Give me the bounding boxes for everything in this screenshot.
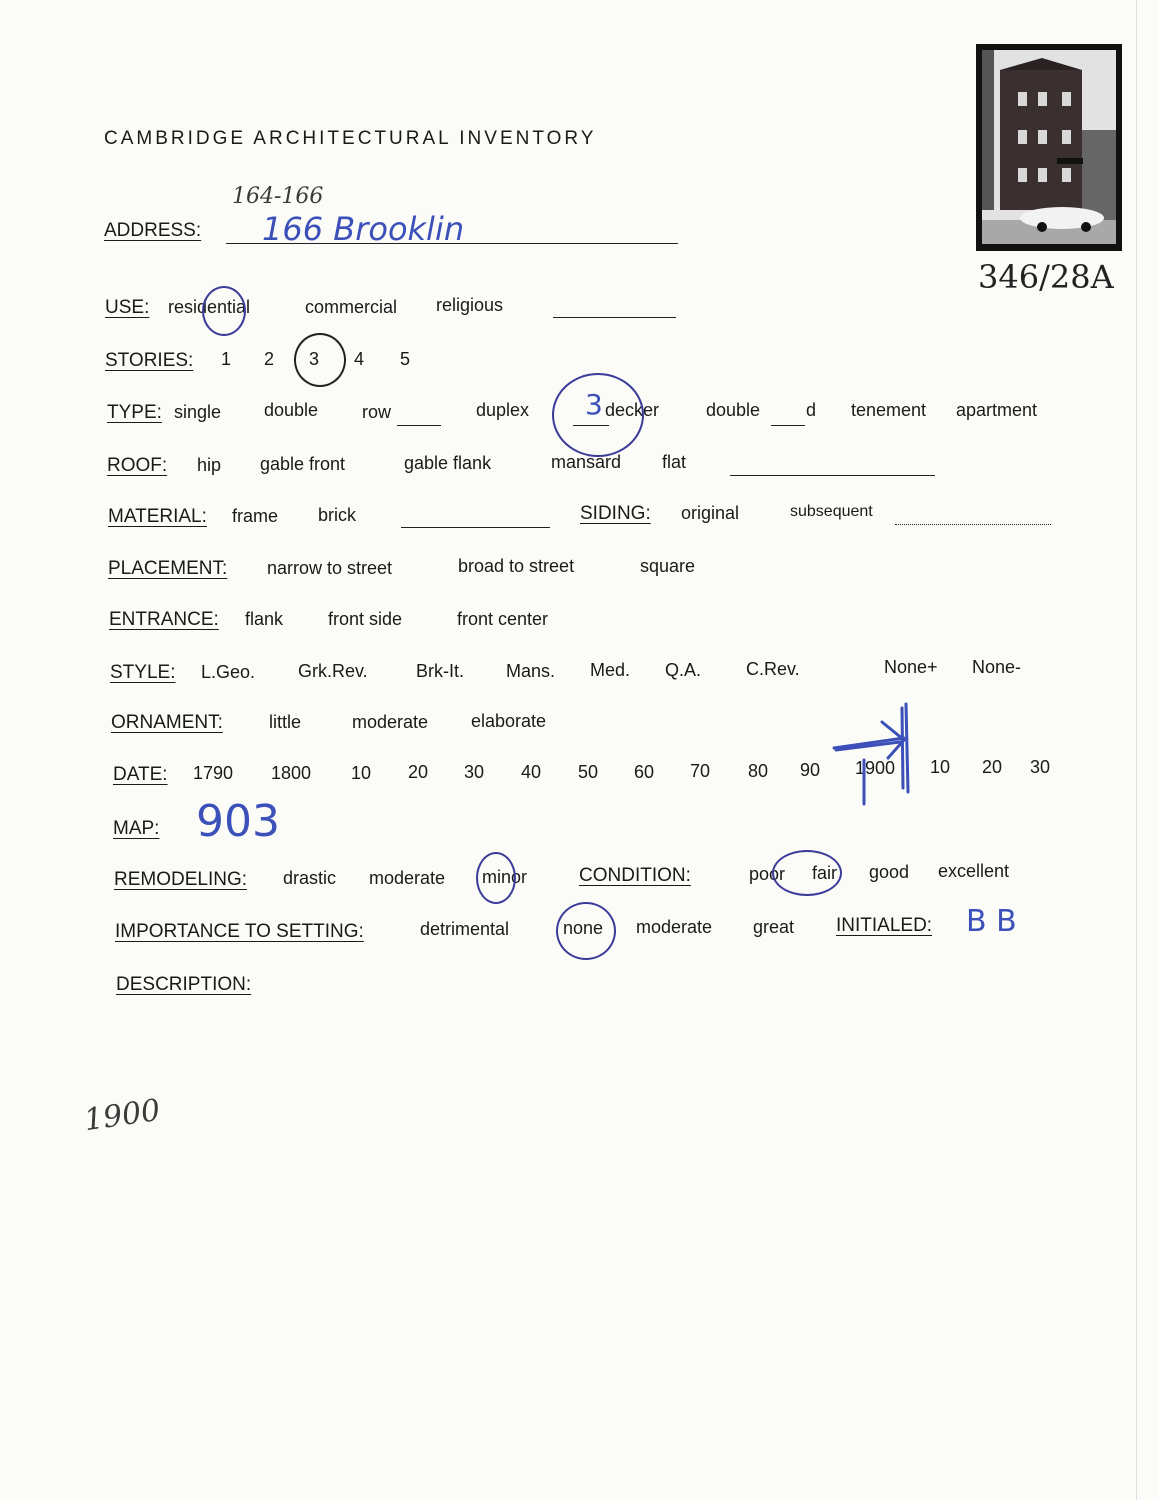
map-value: 903 [196,796,280,847]
stories-1: 1 [221,349,232,369]
date-1910: 10 [930,757,951,777]
roof-other-line [730,475,935,476]
date-30: 30 [464,762,485,782]
material-other-line [401,527,550,528]
stories-label: STORIES: [105,350,194,371]
roof-label: ROOF: [107,455,168,476]
roof-gable-flank: gable flank [404,453,492,473]
material-brick: brick [318,505,357,525]
type-single: single [174,402,222,422]
style-grkrev: Grk.Rev. [298,661,368,681]
address-label: ADDRESS: [104,220,202,241]
stories-3: 3 [309,349,320,369]
roof-gable-front: gable front [260,454,346,474]
type-d: d [806,400,817,420]
stories-5: 5 [400,349,411,369]
type-double-decker-line [771,425,805,426]
type-apartment: apartment [956,400,1038,420]
stories-2: 2 [264,349,275,369]
entrance-front-side: front side [328,609,403,629]
date-40: 40 [521,762,542,782]
date-1790: 1790 [193,763,234,783]
entrance-flank: flank [245,609,284,629]
siding-subsequent: subsequent [790,503,873,520]
date-90: 90 [800,760,821,780]
type-double-decker: double [706,400,761,420]
importance-great: great [753,917,795,937]
date-1930: 30 [1030,757,1051,777]
type-double: double [264,400,319,420]
placement-narrow: narrow to street [267,558,393,578]
date-1900: 1900 [855,758,896,778]
photo-reference: 346/28A [978,258,1114,296]
type-decker-value: 3 [585,388,603,421]
address-value: 166 Brooklin [262,210,465,248]
description-label: DESCRIPTION: [116,974,252,995]
remodeling-drastic: drastic [283,868,337,888]
use-religious: religious [436,295,504,315]
placement-label: PLACEMENT: [108,558,228,579]
use-selection-circle [202,286,246,336]
date-20: 20 [408,762,429,782]
placement-broad: broad to street [458,556,575,576]
address-number-range: 164-166 [232,184,324,209]
ornament-elaborate: elaborate [471,711,547,731]
condition-good: good [869,862,910,882]
date-80: 80 [748,761,769,781]
entrance-front-center: front center [457,609,549,629]
remodeling-selection-circle [476,852,516,904]
use-residential: residential [168,297,251,317]
type-selection-circle [552,373,644,457]
remodeling-minor: minor [482,867,528,887]
style-qa: Q.A. [665,660,702,680]
type-duplex: duplex [476,400,530,420]
roof-flat: flat [662,452,687,472]
page-title: CAMBRIDGE ARCHITECTURAL INVENTORY [104,128,597,149]
condition-poor: poor [749,864,786,884]
material-label: MATERIAL: [108,506,207,527]
date-1800: 1800 [271,763,312,783]
importance-moderate: moderate [636,917,713,937]
date-10: 10 [351,763,372,783]
date-60: 60 [634,762,655,782]
remodeling-label: REMODELING: [114,869,248,890]
style-lgeo: L.Geo. [201,662,256,682]
date-arrow-mark [830,700,920,812]
use-commercial: commercial [305,297,398,317]
use-label: USE: [105,297,150,318]
style-none-minus: None- [972,657,1022,677]
building-photo [976,44,1122,251]
stories-selection-circle [294,333,346,387]
type-row: row [362,402,392,422]
condition-label: CONDITION: [579,865,691,886]
style-crev: C.Rev. [746,659,800,679]
ornament-label: ORNAMENT: [111,712,223,733]
type-decker: decker [605,400,660,420]
siding-label: SIDING: [580,503,651,524]
ornament-moderate: moderate [352,712,429,732]
style-brkit: Brk-It. [416,661,464,681]
placement-square: square [640,556,696,576]
roof-mansard: mansard [551,452,622,472]
initialed-label: INITIALED: [836,915,933,936]
entrance-label: ENTRANCE: [109,609,219,630]
initialed-value: B B [966,904,1017,939]
page-edge [1136,0,1137,1500]
roof-hip: hip [197,455,222,475]
date-70: 70 [690,761,711,781]
stories-4: 4 [354,349,365,369]
map-label: MAP: [113,818,160,839]
condition-fair: fair [812,863,838,883]
type-row-line [397,425,441,426]
importance-label: IMPORTANCE TO SETTING: [115,921,364,942]
material-frame: frame [232,506,279,526]
type-tenement: tenement [851,400,927,420]
type-label: TYPE: [107,402,162,423]
style-med: Med. [590,660,631,680]
style-none-plus: None+ [884,657,938,677]
remodeling-moderate: moderate [369,868,446,888]
style-label: STYLE: [110,662,176,683]
date-50: 50 [578,762,599,782]
importance-selection-circle [556,902,616,960]
margin-note: 1900 [81,1092,163,1139]
siding-original: original [681,503,740,523]
use-other-line [553,317,676,318]
importance-detrimental: detrimental [420,919,510,939]
ornament-little: little [269,712,302,732]
condition-excellent: excellent [938,861,1010,881]
date-1920: 20 [982,757,1003,777]
condition-selection-circle [772,850,842,896]
siding-other-line [895,524,1051,525]
date-label: DATE: [113,764,168,785]
importance-none: none [563,918,604,938]
style-mans: Mans. [506,661,556,681]
